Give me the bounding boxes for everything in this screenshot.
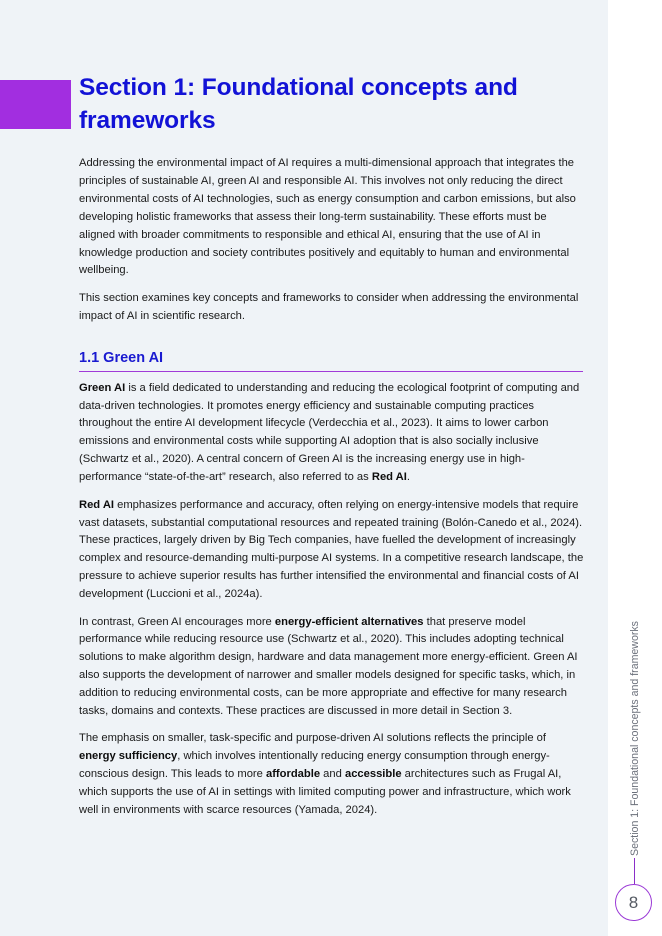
energy-sufficiency-paragraph <box>79 730 585 820</box>
green-ai-paragraph <box>79 380 585 487</box>
term-accessible: accessible <box>344 768 402 781</box>
paragraph-text: and <box>320 768 345 781</box>
subsection-body <box>79 380 585 820</box>
page-number-badge <box>615 884 652 921</box>
term-green-ai: Green AI <box>79 381 126 394</box>
subsection-heading-green-ai: 1.1 Green AI <box>79 348 583 372</box>
section-accent-block <box>0 80 71 129</box>
energy-efficient-paragraph <box>79 614 585 721</box>
red-ai-paragraph <box>79 497 585 604</box>
paragraph-text: In contrast, Green AI encourages more <box>79 615 275 628</box>
page-number: 8 <box>628 892 639 912</box>
intro-paragraph-2: This section examines key concepts and frameworks to consider when addressing the environmental impact of AI in scientific research. <box>79 291 579 322</box>
section-content <box>79 155 585 830</box>
section-title-line1: Section 1: Foundational concepts and <box>79 74 518 101</box>
intro-paragraph-1: Addressing the environmental impact of AI requires a multi-dimensional approach that integrates the principles of sustainable AI, green AI and responsible AI. This involves not only reducing the direct environmental costs of AI technologies, such as energy consumption and carbon emissions, but also developing holistic frameworks that assess their long-term sustainability. These efforts must be aligned with broader commitments to responsible and ethical AI, ensuring that the use of AI in knowledge production and society contributes positively and equitably to human and environmental wellbeing. <box>79 157 576 277</box>
term-energy-efficient-alternatives: energy-efficient alternatives <box>274 615 424 628</box>
paragraph-text: is a field dedicated to understanding and reducing the ecological footprint of computing and data-driven technologies. It promotes energy efficiency and sustainable computing practices throughout the entire AI development lifecycle (Verdecchia et al., 2023). It aims to lower carbon emissions and environmental costs while supporting AI adoption that is also socially inclusive (Schwartz et al., 2020). A central concern of Green AI is the increasing energy use in high-performance “state-of-the-art” research, also referred to as <box>79 381 580 484</box>
term-red-ai: Red AI <box>79 498 115 511</box>
section-title <box>79 71 589 137</box>
term-affordable: affordable <box>265 768 321 781</box>
section-title-line2: frameworks <box>79 107 216 134</box>
paragraph-text: . <box>406 471 410 484</box>
paragraph-text: that preserve model performance while reducing resource use (Schwartz et al., 2020). This includes adopting technical solutions to make algorithm design, hardware and data management more energy-efficient. Green AI also supports the development of narrower and smaller models designed for specific tasks, which, in addition to reducing environmental costs, can be more appropriate and effective for many research tasks, domains and contexts. These practices are discussed in more detail in Section 3. <box>79 615 578 718</box>
running-section-title: Section 1: Foundational concepts and frameworks <box>629 621 641 856</box>
term-energy-sufficiency: energy sufficiency <box>79 750 178 763</box>
term-red-ai: Red AI <box>371 471 407 484</box>
paragraph-text: , which involves intentionally reducing energy consumption through energy-conscious design. This leads to more <box>79 750 550 781</box>
paragraph-text: architectures such as Frugal AI, which supports the use of AI in settings with limited computing power and infrastructure, which work well in environments with scarce resources (Yamada, 2024). <box>79 768 571 817</box>
running-title-connector-line <box>634 858 635 884</box>
paragraph-text: The emphasis on smaller, task-specific and purpose-driven AI solutions reflects the principle of <box>79 732 546 745</box>
paragraph-text: emphasizes performance and accuracy, often relying on energy-intensive models that require vast datasets, substantial computational resources and repeated training (Bolón-Canedo et al., 2024). These practices, largely driven by Big Tech companies, have fuelled the development of increasingly complex and resource-demanding multi-purpose AI systems. In a competitive research landscape, the pressure to achieve superior results has further intensified the environmental and financial costs of AI development (Luccioni et al., 2024a). <box>79 498 584 601</box>
